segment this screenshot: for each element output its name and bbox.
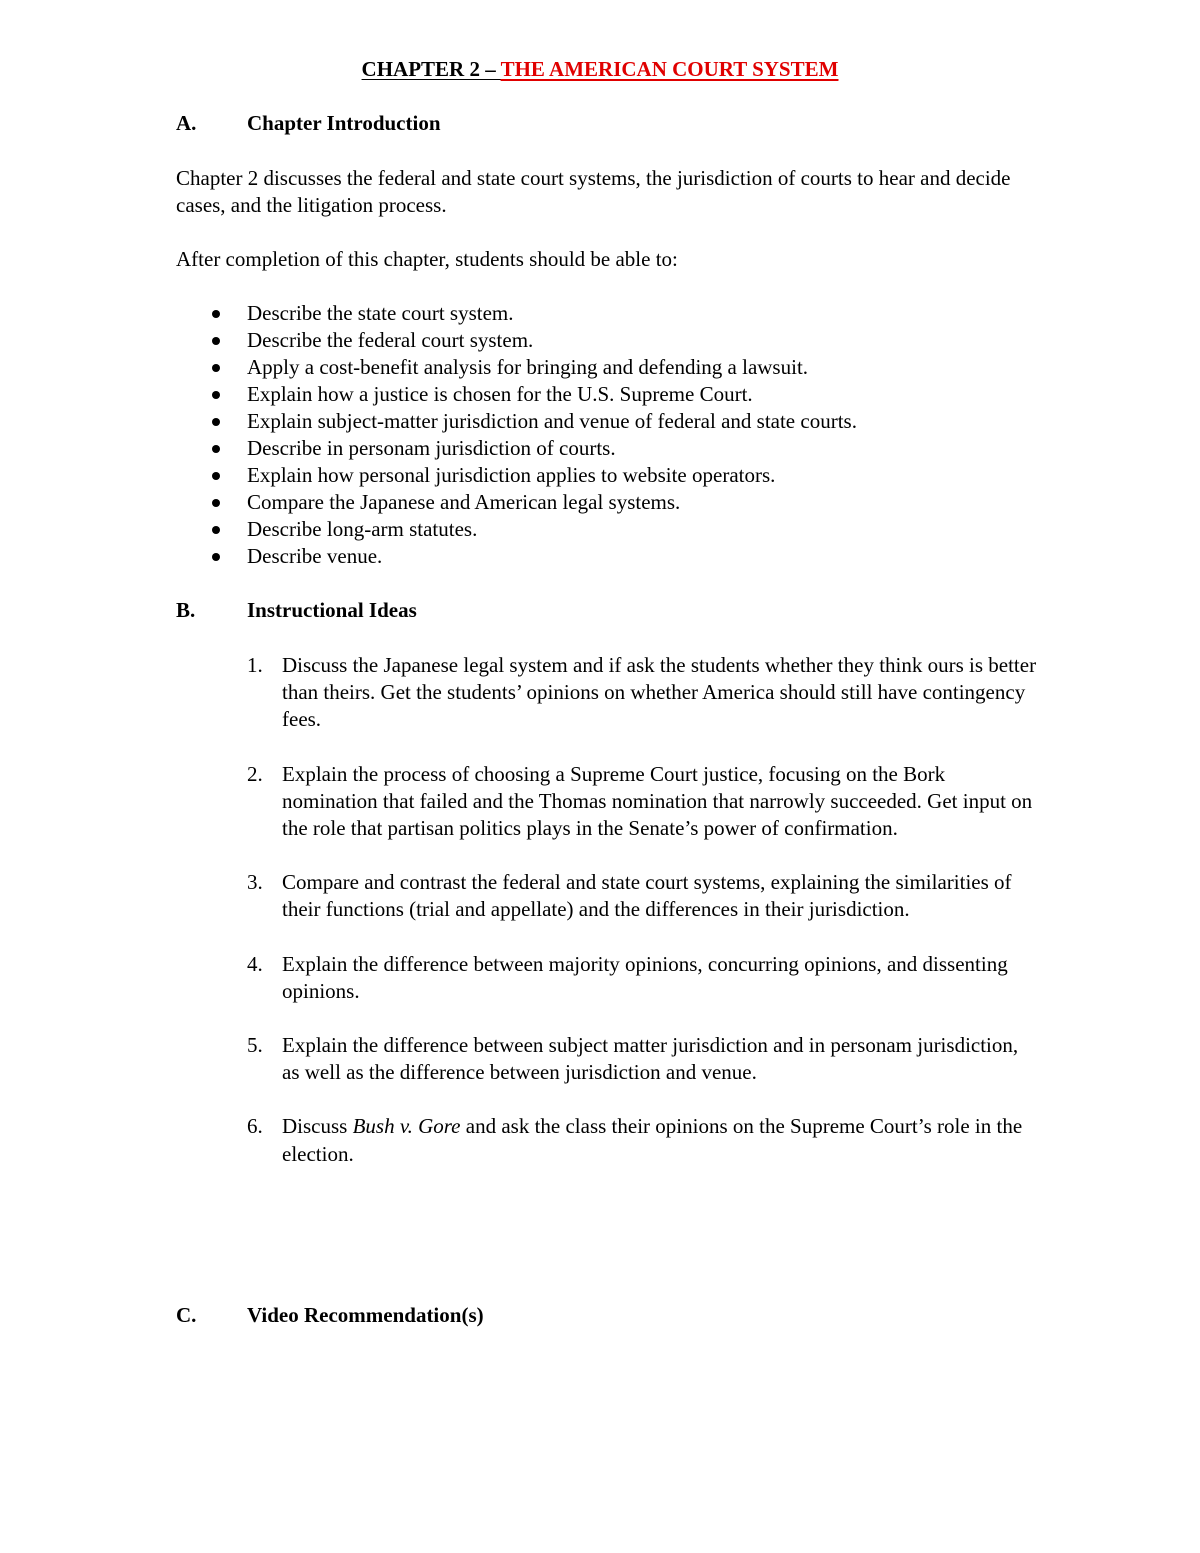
objective-item <box>176 462 857 489</box>
idea-text: Explain the difference between subject matter jurisdiction and in personam jurisdiction, as well as the difference between jurisdiction and venue. <box>282 1033 1019 1085</box>
objective-item <box>176 543 857 570</box>
idea-text: Discuss <box>282 1114 353 1139</box>
objective-item <box>176 435 857 462</box>
idea-text: Discuss the Japanese legal system and if ask the students whether they think ours is better than theirs. Get the students’ opinions on whether America should still have contingency fees. <box>282 653 1037 732</box>
bullet-icon <box>212 472 220 480</box>
bullet-icon <box>212 310 220 318</box>
section-c-heading <box>176 1302 484 1329</box>
chapter-title-prefix: CHAPTER 2 – <box>361 57 501 81</box>
objective-text: Compare the Japanese and American legal systems. <box>247 490 681 514</box>
idea-item <box>247 869 1037 923</box>
idea-text: Explain the process of choosing a Supreme Court justice, focusing on the Bork nomination that failed and the Thomas nomination that narrowly succeeded. Get input on the role that partisan politics plays in the Senate’s power of confirmation. <box>282 761 1033 841</box>
chapter-title-main: THE AMERICAN COURT SYSTEM <box>500 57 839 81</box>
section-b-letter: B. <box>176 598 196 622</box>
objective-item <box>176 489 857 516</box>
idea-item <box>247 951 1037 1005</box>
bullet-icon <box>212 337 220 345</box>
bullet-icon <box>212 526 220 534</box>
case-name: Bush v. Gore <box>352 1114 461 1139</box>
objective-item <box>176 516 857 543</box>
objective-item <box>176 327 857 354</box>
bullet-icon <box>212 391 220 399</box>
objective-text: Explain how a justice is chosen for the U.S. Supreme Court. <box>247 382 753 406</box>
idea-item <box>247 1113 1037 1167</box>
idea-text: Explain the difference between majority opinions, concurring opinions, and dissenting opinions. <box>282 951 1008 1003</box>
idea-item <box>247 652 1037 734</box>
section-b-heading <box>176 597 417 624</box>
idea-number: 2. <box>247 761 263 786</box>
objective-text: Describe the state court system. <box>247 301 514 325</box>
bullet-icon <box>212 553 220 561</box>
objective-text: Describe in personam jurisdiction of courts. <box>247 436 616 460</box>
idea-number: 1. <box>247 653 263 677</box>
objective-text: Describe the federal court system. <box>247 328 534 352</box>
objectives-lead: After completion of this chapter, students should be able to: <box>176 247 678 271</box>
objective-text: Explain subject-matter jurisdiction and venue of federal and state courts. <box>247 409 857 433</box>
objectives-list <box>176 300 857 570</box>
objective-item <box>176 381 857 408</box>
idea-number: 3. <box>247 870 263 895</box>
idea-number: 4. <box>247 951 263 976</box>
objective-text: Explain how personal jurisdiction applies to website operators. <box>247 463 776 487</box>
objective-text: Apply a cost-benefit analysis for bringing and defending a lawsuit. <box>247 355 809 379</box>
section-b-title: Instructional Ideas <box>247 598 417 622</box>
section-c-letter: C. <box>176 1303 197 1327</box>
idea-text-continued: and ask the class their opinions on the Supreme Court’s role in the election. <box>282 1114 1023 1166</box>
section-c-title: Video Recommendation(s) <box>247 1303 484 1327</box>
idea-item <box>247 761 1037 843</box>
idea-item <box>247 1032 1037 1086</box>
section-a-letter: A. <box>176 111 197 135</box>
objective-item <box>176 354 857 381</box>
bullet-icon <box>212 418 220 426</box>
objective-item <box>176 300 857 327</box>
bullet-icon <box>212 499 220 507</box>
chapter-title <box>0 56 1200 83</box>
idea-number: 5. <box>247 1033 263 1058</box>
bullet-icon <box>212 445 220 453</box>
bullet-icon <box>212 364 220 372</box>
chapter-intro-paragraph: Chapter 2 discusses the federal and state court systems, the jurisdiction of courts to hear and decide cases, and the litigation process. <box>176 166 1011 217</box>
instructional-ideas-list <box>247 652 1037 1195</box>
section-a-heading <box>176 110 441 137</box>
objective-item <box>176 408 857 435</box>
idea-text: Compare and contrast the federal and state court systems, explaining the similarities of their functions (trial and appellate) and the differences in their jurisdiction. <box>282 870 1012 922</box>
objective-text: Describe venue. <box>247 544 383 568</box>
section-a-title: Chapter Introduction <box>247 111 441 135</box>
objective-text: Describe long-arm statutes. <box>247 517 478 541</box>
idea-number: 6. <box>247 1114 263 1139</box>
